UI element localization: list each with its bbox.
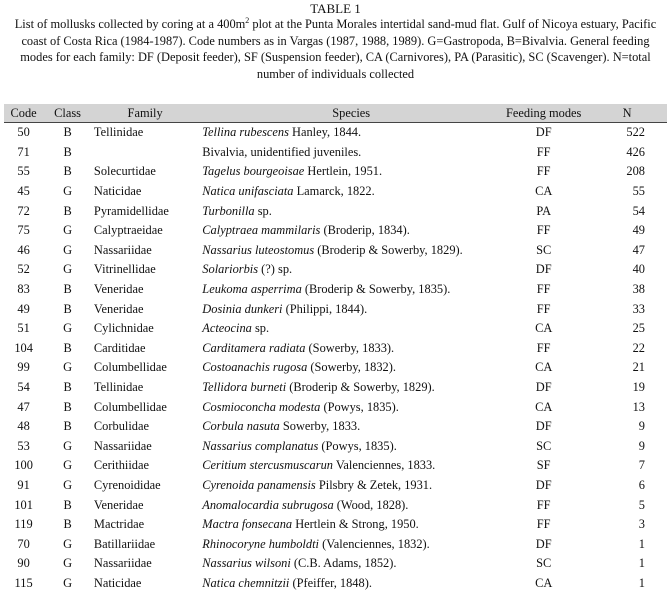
cell-code: 90 (17, 556, 30, 571)
table-row (4, 162, 667, 182)
species-name: Acteocina (202, 321, 252, 336)
cell-feeding-mode: CA (535, 575, 553, 590)
table-row (4, 574, 667, 594)
cell-class: B (63, 340, 72, 355)
caption-text-start: List of mollusks collected by coring at a 400m (14, 17, 246, 31)
cell-feeding-mode: SC (536, 242, 552, 257)
cell-species (196, 241, 500, 261)
cell-code: 46 (17, 242, 30, 257)
cell-class: G (63, 223, 73, 238)
cell-species (196, 299, 500, 319)
table-row (4, 378, 667, 398)
cell-feeding-mode: FF (536, 223, 551, 238)
cell-code: 99 (17, 360, 30, 375)
cell-code: 115 (14, 575, 33, 590)
cell-n: 3 (638, 517, 645, 532)
table-row (4, 123, 667, 143)
species-authority: Hertlein, 1951. (304, 164, 383, 179)
cell-class: B (63, 301, 72, 316)
species-name: Tagelus bourgeoisae (202, 164, 305, 179)
species-name: Cyrenoida panamensis (202, 477, 316, 492)
cell-family: Veneridae (93, 497, 144, 512)
header-n: N (587, 104, 667, 123)
species-name: Rhinocoryne humboldti (202, 536, 319, 551)
mollusk-table (4, 104, 667, 593)
cell-family: Pyramidellidae (93, 203, 169, 218)
cell-n: 1 (638, 556, 645, 571)
species-authority: Hertlein & Strong, 1950. (292, 517, 419, 532)
cell-species (196, 143, 500, 163)
cell-class: G (63, 360, 73, 375)
cell-code: 104 (14, 340, 33, 355)
species-name: Anomalocardia subrugosa (202, 497, 334, 512)
cell-feeding-mode: DF (535, 262, 552, 277)
cell-feeding-mode: SF (536, 458, 551, 473)
cell-species (196, 574, 500, 594)
cell-feeding-mode: FF (536, 144, 551, 159)
cell-code: 55 (17, 164, 30, 179)
cell-family: Nassariidae (93, 242, 152, 257)
caption-superscript: 2 (245, 15, 250, 25)
table-row (4, 358, 667, 378)
cell-feeding-mode: SC (536, 556, 552, 571)
cell-species (196, 534, 500, 554)
cell-n: 6 (638, 477, 645, 492)
cell-n: 22 (632, 340, 645, 355)
species-authority: (Powys, 1835). (320, 399, 399, 414)
cell-n: 1 (638, 575, 645, 590)
cell-species (196, 182, 500, 202)
cell-feeding-mode: FF (536, 517, 551, 532)
header-code: Code (4, 104, 43, 123)
cell-family: Veneridae (93, 282, 144, 297)
cell-n: 19 (632, 380, 645, 395)
cell-species (196, 339, 500, 359)
cell-n: 47 (632, 242, 645, 257)
cell-code: 50 (17, 125, 30, 140)
cell-family: Columbellidae (93, 399, 167, 414)
cell-species (196, 221, 500, 241)
cell-feeding-mode: DF (535, 536, 552, 551)
cell-n: 13 (632, 399, 645, 414)
cell-code: 45 (17, 184, 30, 199)
cell-code: 71 (17, 144, 30, 159)
cell-class: G (63, 321, 73, 336)
species-name: Mactra fonsecana (202, 517, 293, 532)
cell-n: 55 (632, 184, 645, 199)
cell-feeding-mode: DF (535, 419, 552, 434)
species-name: Nassarius complanatus (202, 438, 319, 453)
cell-feeding-mode: FF (536, 497, 551, 512)
table-row (4, 495, 667, 515)
cell-family: Solecurtidae (93, 164, 156, 179)
cell-feeding-mode: CA (535, 360, 553, 375)
cell-feeding-mode: DF (535, 125, 552, 140)
cell-class: G (63, 575, 73, 590)
cell-species (196, 554, 500, 574)
species-name: Solariorbis (202, 262, 259, 277)
cell-n: 54 (632, 203, 645, 218)
cell-species (196, 123, 500, 143)
species-authority: (Broderip & Sowerby, 1835). (301, 282, 451, 297)
table-row (4, 476, 667, 496)
cell-code: 72 (17, 203, 30, 218)
species-authority: sp. (254, 203, 272, 218)
species-authority: Sowerby, 1833. (279, 419, 361, 434)
cell-species (196, 495, 500, 515)
cell-class: B (63, 203, 72, 218)
cell-species (196, 397, 500, 417)
table-row (4, 260, 667, 280)
cell-species (196, 358, 500, 378)
cell-feeding-mode: FF (536, 282, 551, 297)
table-row (4, 534, 667, 554)
species-name: Cosmioconcha modesta (202, 399, 321, 414)
species-authority: (Sowerby, 1832). (307, 360, 396, 375)
table-row (4, 319, 667, 339)
species-name: Calyptraea mammilaris (202, 223, 321, 238)
cell-class: G (63, 556, 73, 571)
table-row (4, 417, 667, 437)
species-name: Natica unifasciata (202, 184, 294, 199)
cell-n: 426 (626, 144, 645, 159)
cell-species (196, 162, 500, 182)
species-authority: (Broderip & Sowerby, 1829). (286, 380, 435, 395)
species-name: Costoanachis rugosa (202, 360, 308, 375)
cell-code: 47 (17, 399, 30, 414)
cell-class: G (63, 536, 73, 551)
species-authority: Bivalvia, unidentified juveniles. (202, 144, 362, 159)
cell-feeding-mode: FF (536, 164, 551, 179)
cell-class: B (63, 125, 72, 140)
caption-text-end: plot at the Punta Morales intertidal sand-mud flat. Gulf of Nicoya estuary, Pacific coast of Costa Rica (1984-1987). Code numbers as in Vargas (1987, 1988, 1989). G=Gastropoda, B=Bivalvia. General feeding modes for each family: DF (Deposit feeder), SF (Suspension feeder), CA (Carnivores), PA (Parasitic), SC (Scavenger). N=total number of individuals collected (20, 17, 657, 81)
cell-class: B (63, 517, 72, 532)
cell-class: G (63, 458, 73, 473)
table-body (4, 123, 667, 594)
cell-family: Vitrinellidae (93, 262, 156, 277)
cell-class: B (63, 497, 72, 512)
cell-n: 49 (632, 223, 645, 238)
species-authority: (C.B. Adams, 1852). (290, 556, 397, 571)
cell-n: 9 (638, 438, 645, 453)
table-row (4, 241, 667, 261)
species-name: Ceritium stercusmuscarun (202, 458, 333, 473)
species-name: Nassarius wilsoni (202, 556, 291, 571)
cell-feeding-mode: PA (536, 203, 552, 218)
species-authority: Hanley, 1844. (288, 125, 362, 140)
cell-code: 119 (14, 517, 33, 532)
cell-species (196, 417, 500, 437)
cell-feeding-mode: FF (536, 301, 551, 316)
species-authority: (Sowerby, 1833). (305, 340, 395, 355)
species-authority: (Wood, 1828). (333, 497, 409, 512)
cell-family: Cyrenoididae (93, 477, 161, 492)
table-row (4, 143, 667, 163)
cell-species (196, 260, 500, 280)
cell-n: 1 (638, 536, 645, 551)
header-feeding-modes: Feeding modes (500, 104, 587, 123)
table-row (4, 201, 667, 221)
table-row (4, 221, 667, 241)
cell-species (196, 456, 500, 476)
species-authority: (Broderip, 1834). (320, 223, 410, 238)
cell-family: Cylichnidae (93, 321, 154, 336)
cell-code: 48 (17, 419, 30, 434)
species-name: Corbula nasuta (202, 419, 280, 434)
species-name: Turbonilla (202, 203, 255, 218)
table-caption (0, 16, 671, 82)
cell-n: 40 (632, 262, 645, 277)
cell-family: Nassariidae (93, 556, 152, 571)
cell-family: Mactridae (93, 517, 145, 532)
cell-family: Naticidae (93, 184, 142, 199)
table-row (4, 397, 667, 417)
cell-n: 25 (632, 321, 645, 336)
cell-family: Tellinidae (93, 125, 144, 140)
cell-class: B (63, 380, 72, 395)
cell-species (196, 319, 500, 339)
cell-feeding-mode: DF (535, 477, 552, 492)
cell-species (196, 280, 500, 300)
cell-species (196, 515, 500, 535)
cell-family: Batillariidae (93, 536, 156, 551)
table-row (4, 437, 667, 457)
species-name: Leukoma asperrima (202, 282, 302, 297)
cell-n: 21 (632, 360, 645, 375)
cell-code: 51 (17, 321, 30, 336)
header-species: Species (196, 104, 500, 123)
species-authority: Pilsbry & Zetek, 1931. (315, 477, 433, 492)
cell-feeding-mode: SC (536, 438, 552, 453)
cell-class: B (63, 144, 72, 159)
table-row (4, 554, 667, 574)
table-row (4, 280, 667, 300)
cell-family: Cerithiidae (93, 458, 149, 473)
cell-family: Naticidae (93, 575, 142, 590)
species-name: Carditamera radiata (202, 340, 306, 355)
cell-n: 7 (638, 458, 645, 473)
table-title: TABLE 1 (310, 1, 361, 16)
cell-code: 49 (17, 301, 30, 316)
cell-class: G (63, 184, 73, 199)
cell-species (196, 476, 500, 496)
cell-class: B (63, 282, 72, 297)
table-row (4, 515, 667, 535)
cell-family: Carditidae (93, 340, 146, 355)
species-authority: (Philippi, 1844). (282, 301, 368, 316)
cell-feeding-mode: CA (535, 184, 553, 199)
header-class: Class (43, 104, 92, 123)
cell-n: 522 (626, 125, 645, 140)
species-authority: (Pfeiffer, 1848). (289, 575, 372, 590)
cell-n: 9 (638, 419, 645, 434)
cell-n: 208 (626, 164, 645, 179)
cell-feeding-mode: CA (535, 399, 553, 414)
cell-n: 5 (638, 497, 645, 512)
cell-feeding-mode: CA (535, 321, 553, 336)
table-row (4, 299, 667, 319)
cell-code: 101 (14, 497, 33, 512)
species-authority: sp. (251, 321, 270, 336)
species-name: Tellina rubescens (202, 125, 289, 140)
cell-feeding-mode: FF (536, 340, 551, 355)
cell-class: G (63, 242, 73, 257)
cell-code: 75 (17, 223, 30, 238)
cell-n: 33 (632, 301, 645, 316)
species-name: Natica chemnitzii (202, 575, 290, 590)
table-header-row (4, 104, 667, 123)
cell-code: 91 (17, 477, 30, 492)
cell-family: Tellinidae (93, 380, 144, 395)
header-family: Family (92, 104, 196, 123)
cell-class: G (63, 438, 73, 453)
cell-code: 83 (17, 282, 30, 297)
cell-class: B (63, 164, 72, 179)
cell-n: 38 (632, 282, 645, 297)
cell-class: B (63, 399, 72, 414)
cell-class: B (63, 419, 72, 434)
cell-family (92, 143, 196, 163)
cell-species (196, 437, 500, 457)
species-authority: Lamarck, 1822. (293, 184, 375, 199)
cell-code: 54 (17, 380, 30, 395)
cell-family: Columbellidae (93, 360, 167, 375)
table-row (4, 339, 667, 359)
species-authority: (Broderip & Sowerby, 1829). (314, 242, 463, 257)
cell-family: Corbulidae (93, 419, 149, 434)
cell-class: G (63, 262, 73, 277)
cell-feeding-mode: DF (535, 380, 552, 395)
cell-family: Nassariidae (93, 438, 152, 453)
species-authority: (Powys, 1835). (318, 438, 397, 453)
species-name: Tellidora burneti (202, 380, 287, 395)
species-name: Dosinia dunkeri (202, 301, 283, 316)
species-authority: Valenciennes, 1833. (332, 458, 436, 473)
species-name: Nassarius luteostomus (202, 242, 315, 257)
species-authority: (?) sp. (258, 262, 293, 277)
cell-code: 70 (17, 536, 30, 551)
table-row (4, 456, 667, 476)
cell-species (196, 378, 500, 398)
table-row (4, 182, 667, 202)
cell-family: Veneridae (93, 301, 144, 316)
cell-species (196, 201, 500, 221)
species-authority: (Valenciennes, 1832). (318, 536, 430, 551)
cell-code: 53 (17, 438, 30, 453)
cell-code: 52 (17, 262, 30, 277)
cell-class: G (63, 477, 73, 492)
cell-family: Calyptraeidae (93, 223, 163, 238)
cell-code: 100 (14, 458, 33, 473)
